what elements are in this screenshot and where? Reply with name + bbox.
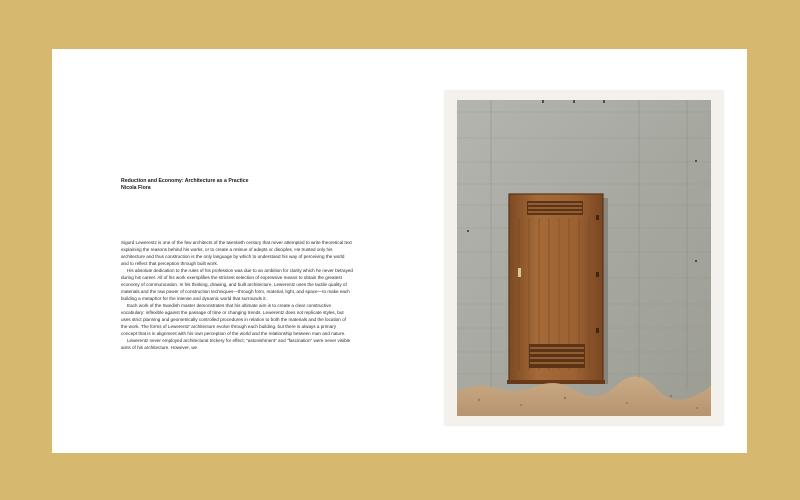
door-handle-icon [518, 268, 521, 277]
article-author: Nicola Flora [121, 185, 151, 191]
wooden-door [507, 194, 605, 384]
paragraph: Each work of the Swedish master demonstrates that his ultimate aim is to create a clear constructive vocabulary: inflexible against the passage of time or changing trends. Lewerentz does not replicate styles, but uses strict planning and geometrically controlled procedures in relation to both the materials and the location of the work. The forms of Lewerentz' architecture evolve through each building, but there is always a primary concept that is in alignment with his own perception of the world and the relationship between man and nature. [121, 303, 346, 337]
paragraph: Sigurd Lewerentz is one of the few architects of the twentieth century that never attempted to write theoretical text explaining the reasons behind his works, or to create a retinue of adepts or disciples. He trusted only his architecture and thus construction is the only language by which to understand his way of perceiving the world and to reflect that perception through built work. [121, 240, 352, 267]
article-title: Reduction and Economy: Architecture as a Practice [121, 178, 249, 184]
bottom-vent [529, 344, 585, 368]
paragraph: Lewerentz never employed architectural trickery for effect; "astonishment" and "fascination" were never visible aims of his architecture. However, we [121, 338, 351, 351]
top-vent [527, 201, 583, 215]
book-spread [52, 49, 747, 453]
paragraph: His absolute dedication to the rules of his profession was due to an ambition for clarity which he never betrayed during his career. All of his work exemplifies the strictest selection of expressive means to obtain the greatest economy of communication. In his thinking, drawing, and built architecture, Lewerentz uses the tactile quality of materials and the raw power of construction techniques—through form, material, light, and space—to make each building a metaphor for the intense and dynamic world that surrounds it. [121, 268, 353, 302]
article-heading [121, 178, 249, 192]
article-body [121, 239, 353, 351]
door-photo [457, 100, 711, 416]
photo-print [445, 91, 723, 425]
